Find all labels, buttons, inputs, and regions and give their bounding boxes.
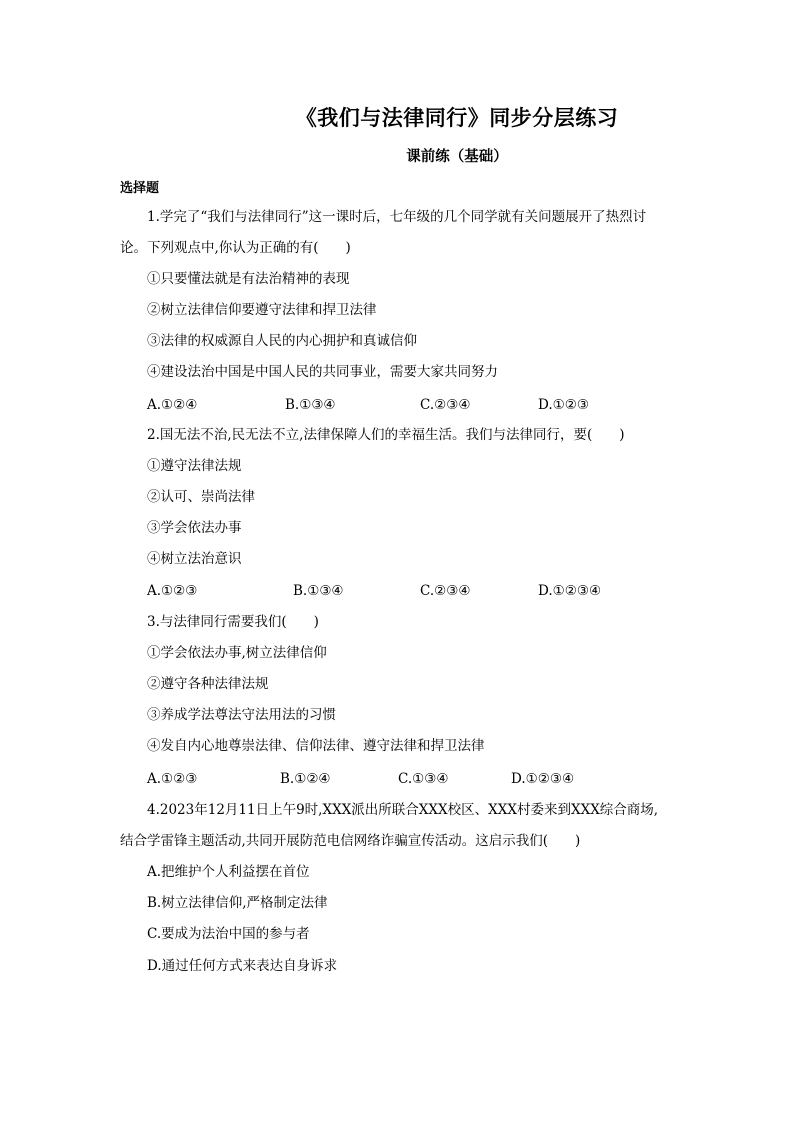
page-title: 《我们与法律同行》同步分层练习 — [295, 105, 619, 130]
option-a: A.①②③ — [147, 771, 198, 787]
question-1-item: ①只要懂法就是有法治精神的表现 — [147, 271, 350, 287]
question-2-item: ④树立法治意识 — [147, 551, 242, 567]
question-1-item: ④建设法治中国是中国人民的共同事业，需要大家共同努力 — [147, 364, 498, 380]
option-a: A.①②③ — [147, 583, 198, 599]
question-4-stem: 4.2023年12月11日上午9时,XXX派出所联合XXX校区、XXX村委来到XXX综合商场, — [147, 802, 659, 818]
question-4-option-d: D.通过任何方式来表达自身诉求 — [147, 958, 338, 974]
question-1-item: ③法律的权威源自人民的内心拥护和真诚信仰 — [147, 333, 417, 349]
page-subtitle: 课前练（基础） — [406, 148, 508, 165]
option-b: B.①③④ — [293, 583, 344, 599]
question-1-stem: 1.学完了“我们与法律同行”这一课时后，七年级的几个同学就有关问题展开了热烈讨 — [147, 209, 647, 225]
question-4-option-a: A.把维护个人利益摆在首位 — [147, 864, 310, 880]
question-2-item: ①遵守法律法规 — [147, 458, 242, 474]
option-a: A.①②④ — [147, 397, 198, 413]
question-3-item: ③养成学法尊法守法用法的习惯 — [147, 707, 336, 723]
option-c: C.①③④ — [398, 771, 449, 787]
option-c: C.②③④ — [420, 397, 471, 413]
question-4-option-b: B.树立法律信仰,严格制定法律 — [147, 895, 328, 911]
question-2-stem: 2.国无法不治,民无法不立,法律保障人们的幸福生活。我们与法律同行，要( ) — [147, 427, 625, 443]
question-3-item: ④发自内心地尊崇法律、信仰法律、遵守法律和捍卫法律 — [147, 738, 485, 754]
question-4-stem-cont: 结合学雷锋主题活动,共同开展防范电信网络诈骗宣传活动。这启示我们( ) — [120, 833, 581, 849]
question-2-item: ③学会依法办事 — [147, 520, 242, 536]
option-b: B.①③④ — [285, 397, 336, 413]
option-d: D.①②③④ — [538, 583, 602, 599]
section-heading: 选择题 — [120, 181, 160, 196]
option-d: D.①②③ — [538, 397, 589, 413]
question-1-stem-cont: 论。下列观点中,你认为正确的有( ) — [120, 240, 351, 256]
question-3-item: ②遵守各种法律法规 — [147, 676, 269, 692]
question-3-item: ①学会依法办事,树立法律信仰 — [147, 645, 327, 661]
question-1-item: ②树立法律信仰要遵守法律和捍卫法律 — [147, 302, 377, 318]
question-4-option-c: C.要成为法治中国的参与者 — [147, 926, 310, 942]
option-d: D.①②③④ — [511, 771, 575, 787]
question-2-item: ②认可、崇尚法律 — [147, 489, 255, 505]
question-3-stem: 3.与法律同行需要我们( ) — [147, 614, 319, 630]
option-c: C.②③④ — [420, 583, 471, 599]
option-b: B.①②④ — [280, 771, 331, 787]
